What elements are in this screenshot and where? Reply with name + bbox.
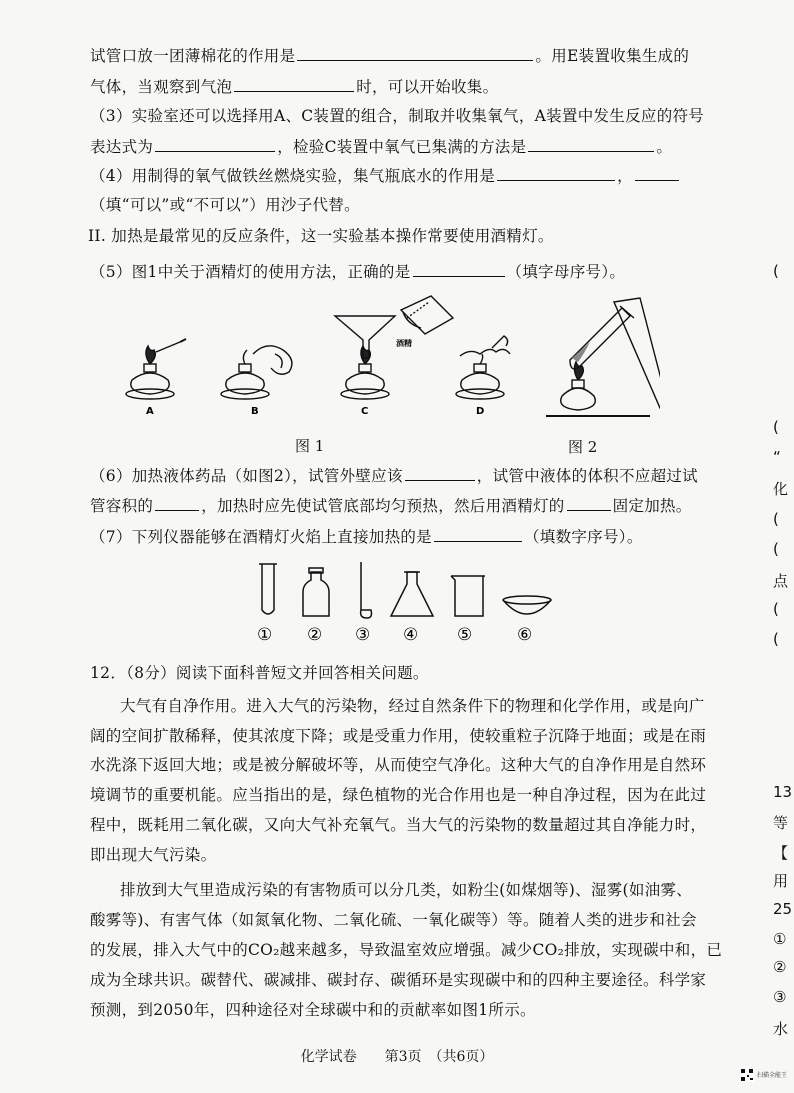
conical-flask-icon: [391, 572, 433, 616]
text-line-2: [90, 76, 498, 97]
answer-blank[interactable]: [405, 465, 475, 481]
text-segment: （7）下列仪器能够在酒精灯火焰上直接加热的是: [90, 528, 432, 546]
margin-fragment: 水: [773, 1020, 789, 1038]
answer-blank[interactable]: [528, 136, 654, 152]
lamp-d-icon: [456, 336, 510, 399]
margin-fragment: ③: [773, 988, 787, 1006]
margin-fragment: (: [773, 630, 779, 648]
margin-fragment: (: [773, 262, 779, 280]
scanner-brand: 扫描全能王: [757, 1072, 788, 1079]
text-line-4: [90, 136, 672, 157]
answer-blank[interactable]: [413, 261, 505, 277]
text-line-9: [90, 465, 698, 486]
answer-blank[interactable]: [155, 136, 275, 152]
margin-fragment: ①: [773, 930, 787, 948]
answer-blank[interactable]: [155, 495, 199, 511]
instrument-label: ②: [307, 625, 323, 645]
text-segment: （填字母序号）。: [506, 263, 626, 281]
text-segment: （6）加热液体药品（如图2），试管外壁应该: [90, 467, 403, 485]
paragraph-1-line: 程中，既耗用二氧化碳，又向大气补充氧气。当大气的污染物的数量超过其自净能力时，: [90, 816, 707, 834]
text-segment: 试管口放一团薄棉花的作用是: [90, 47, 296, 65]
margin-fragment: 等: [773, 814, 789, 832]
margin-fragment: (: [773, 418, 779, 436]
lamp-label: A: [146, 406, 154, 417]
margin-fragment: 点: [773, 572, 789, 590]
margin-fragment: (: [773, 540, 779, 558]
paragraph-1-line: 大气有自净作用。进入大气的污染物，经过自然条件下的物理和化学作用，或是向广: [120, 697, 705, 715]
figure-1-caption: 图 1: [295, 437, 325, 455]
answer-blank[interactable]: [635, 165, 679, 181]
margin-fragment: 25: [773, 900, 793, 918]
lamp-c-icon: [335, 296, 453, 399]
paragraph-2-line: 酸雾等)、有害气体（如氮氧化物、二氧化硫、一氧化碳等）等。随着人类的进步和社会: [90, 911, 697, 929]
section-heading: II. 加热是最常见的反应条件，这一实验基本操作常要使用酒精灯。: [88, 227, 554, 245]
text-segment: 表达式为: [90, 138, 154, 156]
text-segment: 。: [656, 138, 673, 156]
answer-blank[interactable]: [567, 495, 611, 511]
instrument-label: ④: [403, 625, 419, 645]
paragraph-2-line: 排放到大气里造成污染的有害物质可以分几类，如粉尘(如煤烟等)、湿雾(如油雾、: [120, 881, 693, 899]
paragraph-1-line: 阔的空间扩散稀释，使其浓度下降；或是受重力作用，使较重粒子沉降于地面；或是在雨: [90, 727, 707, 745]
text-line-3: （3）实验室还可以选择用A、C装置的组合，制取并收集氧气，A装置中发生反应的符号: [90, 107, 705, 125]
reagent-bottle-icon: [303, 572, 329, 616]
text-segment: ，试管中液体的体积不应超过试: [476, 467, 698, 485]
text-line-1: [90, 45, 689, 66]
margin-fragment: (: [773, 600, 779, 618]
paragraph-1-line: 即出现大气污染。: [90, 846, 217, 864]
figure-1-alcohol-lamps: [110, 288, 550, 423]
text-segment: 管容积的: [90, 497, 154, 515]
paragraph-1-line: 水洗涤下返回大地；或是被分解破坏等，从而使空气净化。这种大气的自净作用是自然环: [90, 756, 707, 774]
instrument-label: ③: [355, 625, 371, 645]
text-segment: 时，可以开始收集。: [356, 78, 499, 96]
figure-2-caption: 图 2: [568, 438, 598, 456]
margin-fragment: “: [773, 448, 781, 466]
margin-fragment: (: [773, 510, 779, 528]
paragraph-2-line: 的发展，排入大气中的CO₂越来越多，导致温室效应增强。减少CO₂排放，实现碳中和，已: [90, 941, 723, 959]
margin-fragment: 化: [773, 480, 789, 498]
lamp-a-icon: [126, 339, 186, 399]
text-line-6: （填“可以”或“不可以”）用沙子代替。: [90, 196, 360, 214]
text-segment: 气体，当观察到气泡: [90, 78, 233, 96]
text-line-8: [90, 261, 625, 282]
qr-code-icon: [740, 1068, 754, 1082]
instrument-label: ⑥: [517, 625, 533, 645]
text-line-11: [90, 526, 643, 547]
instruments-figure: [245, 560, 565, 646]
page-footer: 化学试卷 第3页 （共6页）: [300, 1049, 494, 1065]
paragraph-2-line: 成为全球共识。碳替代、碳减排、碳封存、碳循环是实现碳中和的四种主要途径。科学家: [90, 971, 707, 989]
margin-fragment: 用: [773, 872, 789, 890]
paragraph-1-line: 境调节的重要机能。应当指出的是，绿色植物的光合作用也是一种自净过程，因为在此过: [90, 786, 707, 804]
lamp-label: B: [251, 406, 259, 417]
question-12-heading: 12．（8分）阅读下面科普短文并回答相关问题。: [90, 664, 429, 682]
margin-fragment: 【: [773, 844, 789, 862]
instrument-label: ⑤: [457, 625, 473, 645]
text-segment: ，检验C装置中氧气已集满的方法是: [277, 138, 527, 156]
test-tube-icon: [262, 564, 274, 614]
margin-fragment: 13: [773, 783, 793, 801]
bottle-label: 酒精: [396, 339, 412, 348]
beaker-icon: [451, 576, 483, 616]
answer-blank[interactable]: [234, 76, 354, 92]
text-segment: （填数字序号）。: [523, 528, 643, 546]
figure-2-heating-test-tube: [540, 296, 660, 421]
instrument-label: ①: [257, 625, 273, 645]
answer-blank[interactable]: [497, 165, 615, 181]
paragraph-2-line: 预测，到2050年，四种途径对全球碳中和的贡献率如图1所示。: [90, 1001, 536, 1019]
text-segment: （4）用制得的氧气做铁丝燃烧实验，集气瓶底水的作用是: [90, 167, 496, 185]
text-segment: 固定加热。: [612, 497, 692, 515]
text-segment: 。用E装置收集生成的: [535, 47, 690, 65]
margin-fragment: ②: [773, 958, 787, 976]
text-segment: ，加热时应先使试管底部均匀预热，然后用酒精灯的: [201, 497, 565, 515]
text-line-10: [90, 495, 692, 516]
lamp-label: C: [361, 406, 369, 417]
lamp-b-icon: [221, 346, 292, 399]
lamp-label: D: [476, 406, 485, 417]
text-segment: （5）图1中关于酒精灯的使用方法，正确的是: [90, 263, 411, 281]
answer-blank[interactable]: [297, 45, 533, 61]
answer-blank[interactable]: [434, 526, 522, 542]
text-segment: ，: [617, 167, 633, 185]
text-line-5: [90, 165, 681, 186]
